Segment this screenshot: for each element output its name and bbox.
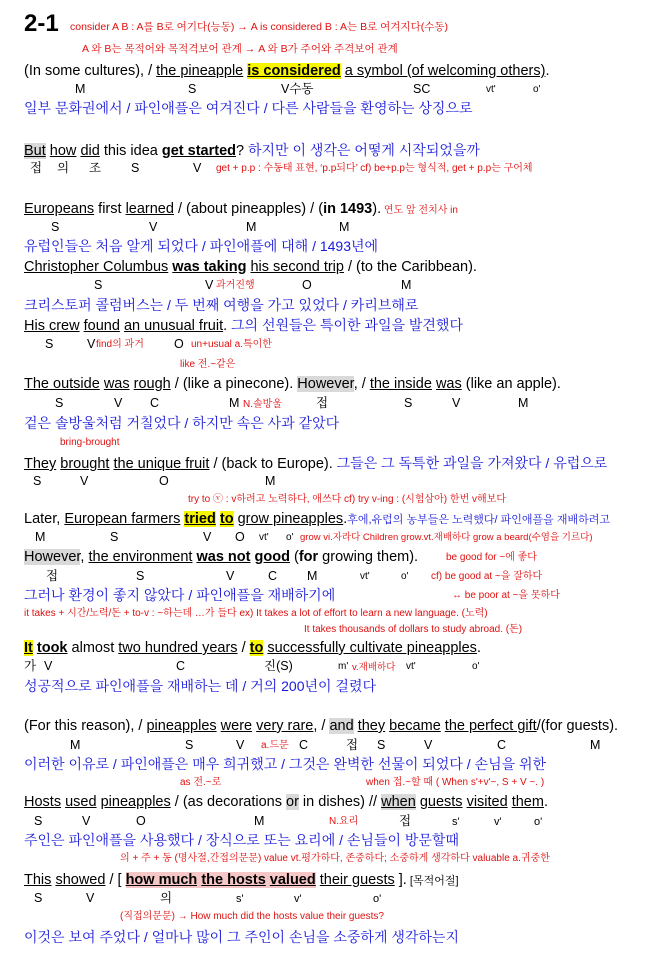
grammar-note: N.요리 [329, 816, 359, 827]
sentence-11: (For this reason), / pineapples were very rare, / and they became the perfect gift/(for guests). [24, 718, 619, 734]
grammar-note: It takes thousands of dollars to study abroad. (돈) [304, 624, 523, 635]
sentence-7: They brought the unique fruit / (back to Europe). 그들은 그 독특한 과일을 가져왔다 / 유럽으로 [24, 455, 608, 472]
label: M [35, 530, 46, 544]
sentence-10: It took almost two hundred years / to successfully cultivate pineapples. [24, 640, 481, 656]
label: M [265, 474, 276, 488]
label: vt' [259, 532, 269, 543]
label: S [185, 738, 194, 752]
label: V [86, 891, 95, 905]
label: M [70, 738, 81, 752]
sentence-5: His crew found an unusual fruit. 그의 선원들은 특이한 과일을 발견했다 [24, 317, 463, 334]
grammar-note: as 전.~로 [180, 777, 222, 788]
sentence-13: This showed / [ how much the hosts valued their guests ]. [목적어절] [24, 872, 459, 888]
label: 접 [346, 738, 359, 752]
korean-translation: 유럽인들은 처음 알게 되었다 / 파인애플에 대해 / 1493년에 [24, 238, 379, 254]
label: M [401, 278, 412, 292]
label: M [339, 220, 350, 234]
label: O [174, 337, 184, 351]
label: M [246, 220, 257, 234]
grammar-note: v.재배하다 [352, 662, 396, 673]
label: V [44, 659, 53, 673]
sentence-4: Christopher Columbus was taking his second trip / (to the Caribbean). [24, 259, 477, 275]
korean-translation: 성공적으로 파인애플을 재배하는 데 / 거의 200년이 걸렸다 [24, 678, 377, 694]
label: m' [338, 661, 349, 672]
label: 조 [89, 161, 102, 175]
label: O [159, 474, 169, 488]
grammar-note: get + p.p : 수동태 표현, ‘p.p되다’ cf) be+p.p는 형식적, get + p.p는 구어체 [216, 163, 533, 174]
label: C [299, 738, 309, 752]
label: S [110, 530, 119, 544]
korean-translation: 겉은 솔방울처럼 거칠었다 / 하지만 속은 사과 같았다 [24, 415, 340, 431]
label: V [149, 220, 158, 234]
label: vt' [360, 571, 370, 582]
label: v' [294, 893, 302, 905]
label: S [34, 814, 43, 828]
header-note-2: A 와 B는 목적어와 목적격보어 관계 → A 와 B가 주어와 주격보어 관계 [82, 43, 398, 55]
label: V [424, 738, 433, 752]
sentence-12: Hosts used pineapples / (as decorations or in dishes) // when guests visited them. [24, 794, 548, 810]
label: V [114, 396, 123, 410]
label: o' [401, 571, 409, 582]
label: V수동 [281, 82, 314, 96]
korean-translation: 크리스토퍼 콜럼버스는 / 두 번째 여행을 가고 있었다 / 카리브해로 [24, 297, 419, 313]
label: 의 [160, 891, 173, 905]
label: o' [533, 84, 541, 95]
label: M [518, 396, 529, 410]
label: S [51, 220, 60, 234]
grammar-note: grow vi.자라다 Children grow.vt.재배하다 grow a beard(수염을 기르다) [300, 532, 593, 543]
label: vt' [486, 84, 496, 95]
grammar-note: like 전.~같은 [180, 359, 236, 370]
grammar-note: N.솔방울 [243, 399, 282, 410]
label: vt' [406, 661, 416, 672]
label: S [45, 337, 54, 351]
sentence-1: (In some cultures), / the pineapple is considered a symbol (of welcoming others). [24, 63, 550, 79]
header-note: consider A B : A를 B로 여기다(능동) → A is considered B : A는 B로 여겨지다(수동) [70, 21, 448, 33]
grammar-note: bring-brought [60, 437, 120, 448]
grammar-note: cf) be good at ~을 잘하다 [431, 571, 543, 582]
label: 가 [24, 659, 37, 673]
label: M [307, 569, 318, 583]
label: SC [413, 82, 431, 96]
label: S [33, 474, 42, 488]
grammar-note: a.드문 [261, 740, 289, 751]
sentence-6: The outside was rough / (like a pinecone). However, / the inside was (like an apple). [24, 376, 561, 392]
label: C [497, 738, 507, 752]
label: V [80, 474, 89, 488]
label: S [34, 891, 43, 905]
grammar-note: (직접의문문) → How much did the hosts value their guests? [120, 911, 384, 922]
korean-translation: 일부 문화권에서 / 파인애플은 여겨진다 / 다른 사람들을 환영하는 상징으로 [24, 100, 473, 116]
label: S [377, 738, 386, 752]
label: M [75, 82, 86, 96]
korean-translation: 이것은 보여 주었다 / 얼마나 많이 그 주인이 손님을 소중하게 생각하는지 [24, 929, 459, 945]
label: 진(S) [264, 659, 293, 673]
section-title: 2-1 [24, 10, 59, 37]
label: 접 [316, 396, 329, 410]
label: S [55, 396, 64, 410]
label: S [136, 569, 145, 583]
label: s' [236, 893, 244, 905]
label: V [203, 530, 212, 544]
grammar-note: be good for ~에 좋다 [446, 552, 537, 563]
label: C [176, 659, 186, 673]
label: o' [286, 532, 294, 543]
label: S [404, 396, 413, 410]
label: C [268, 569, 278, 583]
grammar-note: try to ⓥ : v하려고 노력하다, 애쓰다 cf) try v-ing : (시험삼아) 한번 v해보다 [188, 494, 506, 505]
grammar-note: when 접.~할 때 ( When s'+v'~, S + V ~. ) [366, 777, 545, 788]
label: o' [534, 816, 543, 828]
label: V [193, 161, 202, 175]
label: s' [452, 816, 460, 828]
label: S [188, 82, 197, 96]
label: O [235, 530, 245, 544]
label: O [136, 814, 146, 828]
korean-translation: 주인은 파인애플을 사용했다 / 장식으로 또는 요리에 / 손님들이 방문할때 [24, 832, 459, 848]
label: V [236, 738, 245, 752]
label: V [226, 569, 235, 583]
sentence-9: However, the environment was not good (for growing them). [24, 549, 419, 565]
grammar-note: ↔ be poor at ~을 못하다 [452, 590, 560, 601]
korean-translation: 이러한 이유로 / 파인애플은 매우 희귀했고 / 그것은 완벽한 선물이 되었다 / 손님을 위한 [24, 756, 547, 772]
label: o' [373, 893, 382, 905]
label: S [94, 278, 103, 292]
label: v' [494, 816, 502, 828]
label: O [302, 278, 312, 292]
label: M [229, 396, 240, 410]
label: V [82, 814, 91, 828]
label: o' [472, 661, 480, 672]
grammar-note: 의 + 주 + 동 (명사절,간접의문문) value vt.평가하다, 존중하다; 소중하게 생각하다 valuable a.귀중한 [120, 853, 550, 864]
label: M [254, 814, 265, 828]
label: V [452, 396, 461, 410]
grammar-note: 과거진행 [216, 280, 255, 291]
sentence-3: Europeans first learned / (about pineapples) / (in 1493). 연도 앞 전치사 in [24, 201, 458, 217]
label: 접 [399, 814, 412, 828]
label: 접 [46, 569, 59, 583]
label: 의 [57, 161, 70, 175]
label: V [205, 278, 214, 292]
label: S [131, 161, 140, 175]
korean-translation: 그러나 환경이 좋지 않았다 / 파인애플을 재배하기에 [24, 587, 336, 603]
grammar-note: find의 과거 [96, 339, 144, 350]
label: C [150, 396, 160, 410]
label: V [87, 337, 96, 351]
sentence-2: But how did this idea get started? 하지만 이 생각은 어떻게 시작되었을까 [24, 142, 480, 159]
label: M [590, 738, 601, 752]
grammar-note: it takes + 시간/노력/돈 + to-v : ~하는데 …가 들다 ex) It takes a lot of effort to learn a new language. (노력) [24, 608, 488, 619]
sentence-8: Later, European farmers tried to grow pineapples.후에,유럽의 농부들은 노력했다/ 파인애플을 재배하려고 [24, 511, 610, 527]
grammar-note: un+usual a.특이한 [191, 339, 272, 350]
label: 접 [30, 161, 43, 175]
